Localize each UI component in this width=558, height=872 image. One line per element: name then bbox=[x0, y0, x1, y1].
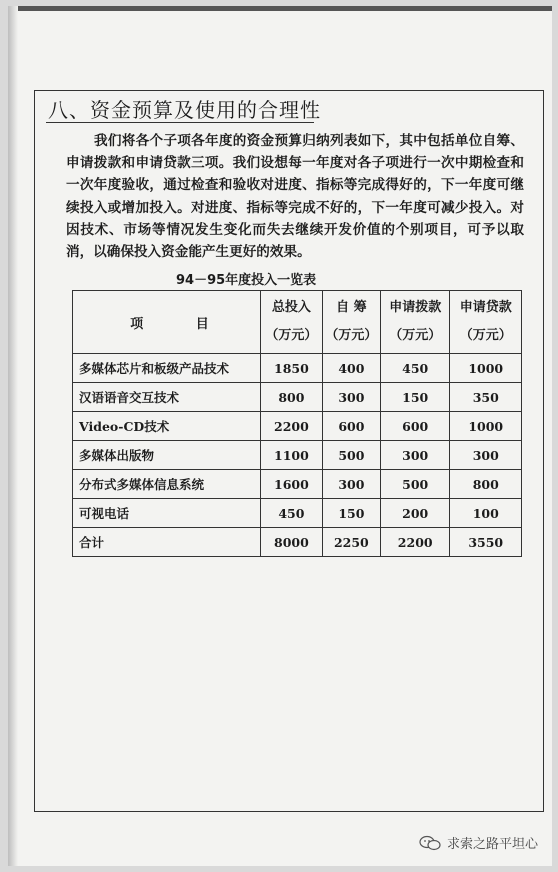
header-grant bbox=[380, 291, 450, 354]
header-self-unit: （万元） bbox=[325, 328, 378, 343]
header-grant-label: 申请拨款 bbox=[389, 300, 442, 315]
row-loan: 1000 bbox=[450, 412, 522, 441]
row-item: 汉语语音交互技术 bbox=[73, 383, 261, 412]
row-item: 多媒体芯片和板级产品技术 bbox=[73, 354, 261, 383]
table-caption: 94－95年度投入一览表 bbox=[176, 273, 317, 288]
table-header-row bbox=[73, 291, 522, 354]
row-loan: 100 bbox=[450, 499, 522, 528]
table-row bbox=[73, 441, 522, 470]
header-item bbox=[73, 291, 261, 354]
row-loan: 1000 bbox=[450, 354, 522, 383]
row-grant: 150 bbox=[380, 383, 450, 412]
row-grant: 200 bbox=[380, 499, 450, 528]
wechat-icon bbox=[419, 835, 441, 851]
row-self: 300 bbox=[322, 470, 380, 499]
row-item: 多媒体出版物 bbox=[73, 441, 261, 470]
table-row bbox=[73, 412, 522, 441]
row-total: 2200 bbox=[260, 412, 322, 441]
total-row-self: 2250 bbox=[322, 528, 380, 557]
document-page bbox=[8, 6, 552, 866]
table-total-row bbox=[73, 528, 522, 557]
table-row bbox=[73, 470, 522, 499]
row-self: 400 bbox=[322, 354, 380, 383]
page-binding-shadow bbox=[8, 6, 18, 866]
header-item-label: 项 目 bbox=[130, 316, 233, 332]
total-row-loan: 3550 bbox=[450, 528, 522, 557]
header-loan bbox=[450, 291, 522, 354]
table-row bbox=[73, 354, 522, 383]
title-underline bbox=[46, 122, 314, 123]
section-title: 八、资金预算及使用的合理性 bbox=[48, 98, 321, 122]
total-row-label: 合计 bbox=[73, 528, 261, 557]
header-self bbox=[322, 291, 380, 354]
header-loan-label: 申请贷款 bbox=[459, 300, 512, 315]
row-self: 300 bbox=[322, 383, 380, 412]
row-item: 可视电话 bbox=[73, 499, 261, 528]
row-loan: 300 bbox=[450, 441, 522, 470]
row-grant: 450 bbox=[380, 354, 450, 383]
row-self: 150 bbox=[322, 499, 380, 528]
row-item: Video-CD技术 bbox=[73, 412, 261, 441]
header-total-unit: （万元） bbox=[265, 328, 318, 343]
header-loan-unit: （万元） bbox=[459, 328, 512, 343]
row-grant: 600 bbox=[380, 412, 450, 441]
budget-table bbox=[72, 290, 522, 557]
row-grant: 500 bbox=[380, 470, 450, 499]
header-grant-unit: （万元） bbox=[389, 328, 442, 343]
row-total: 1600 bbox=[260, 470, 322, 499]
row-loan: 350 bbox=[450, 383, 522, 412]
total-row-total: 8000 bbox=[260, 528, 322, 557]
header-self-label: 自 筹 bbox=[336, 300, 367, 315]
table-row bbox=[73, 383, 522, 412]
body-paragraph: 我们将各个子项各年度的资金预算归纳列表如下，其中包括单位自筹、申请拨款和申请贷款三项。我们设想每一年度对各子项进行一次中期检查和一次年度验收，通过检查和验收对进度、指标等完成得好的，下一年度可继续投入或增加投入。对进度、指标等完成不好的，下一年度可减少投入。对因技术、市场等情况发生变化而失去继续开发价值的个别项目，可予以取消，以确保投入资金能产生更好的效果。 bbox=[66, 133, 524, 261]
row-total: 800 bbox=[260, 383, 322, 412]
row-self: 600 bbox=[322, 412, 380, 441]
row-self: 500 bbox=[322, 441, 380, 470]
row-item: 分布式多媒体信息系统 bbox=[73, 470, 261, 499]
watermark-text: 求索之路平坦心 bbox=[446, 837, 538, 852]
row-loan: 800 bbox=[450, 470, 522, 499]
total-row-grant: 2200 bbox=[380, 528, 450, 557]
page-top-edge bbox=[8, 6, 552, 11]
watermark bbox=[419, 833, 538, 852]
row-grant: 300 bbox=[380, 441, 450, 470]
header-total bbox=[260, 291, 322, 354]
table-row bbox=[73, 499, 522, 528]
header-total-label: 总投入 bbox=[271, 300, 311, 315]
row-total: 1100 bbox=[260, 441, 322, 470]
row-total: 1850 bbox=[260, 354, 322, 383]
row-total: 450 bbox=[260, 499, 322, 528]
